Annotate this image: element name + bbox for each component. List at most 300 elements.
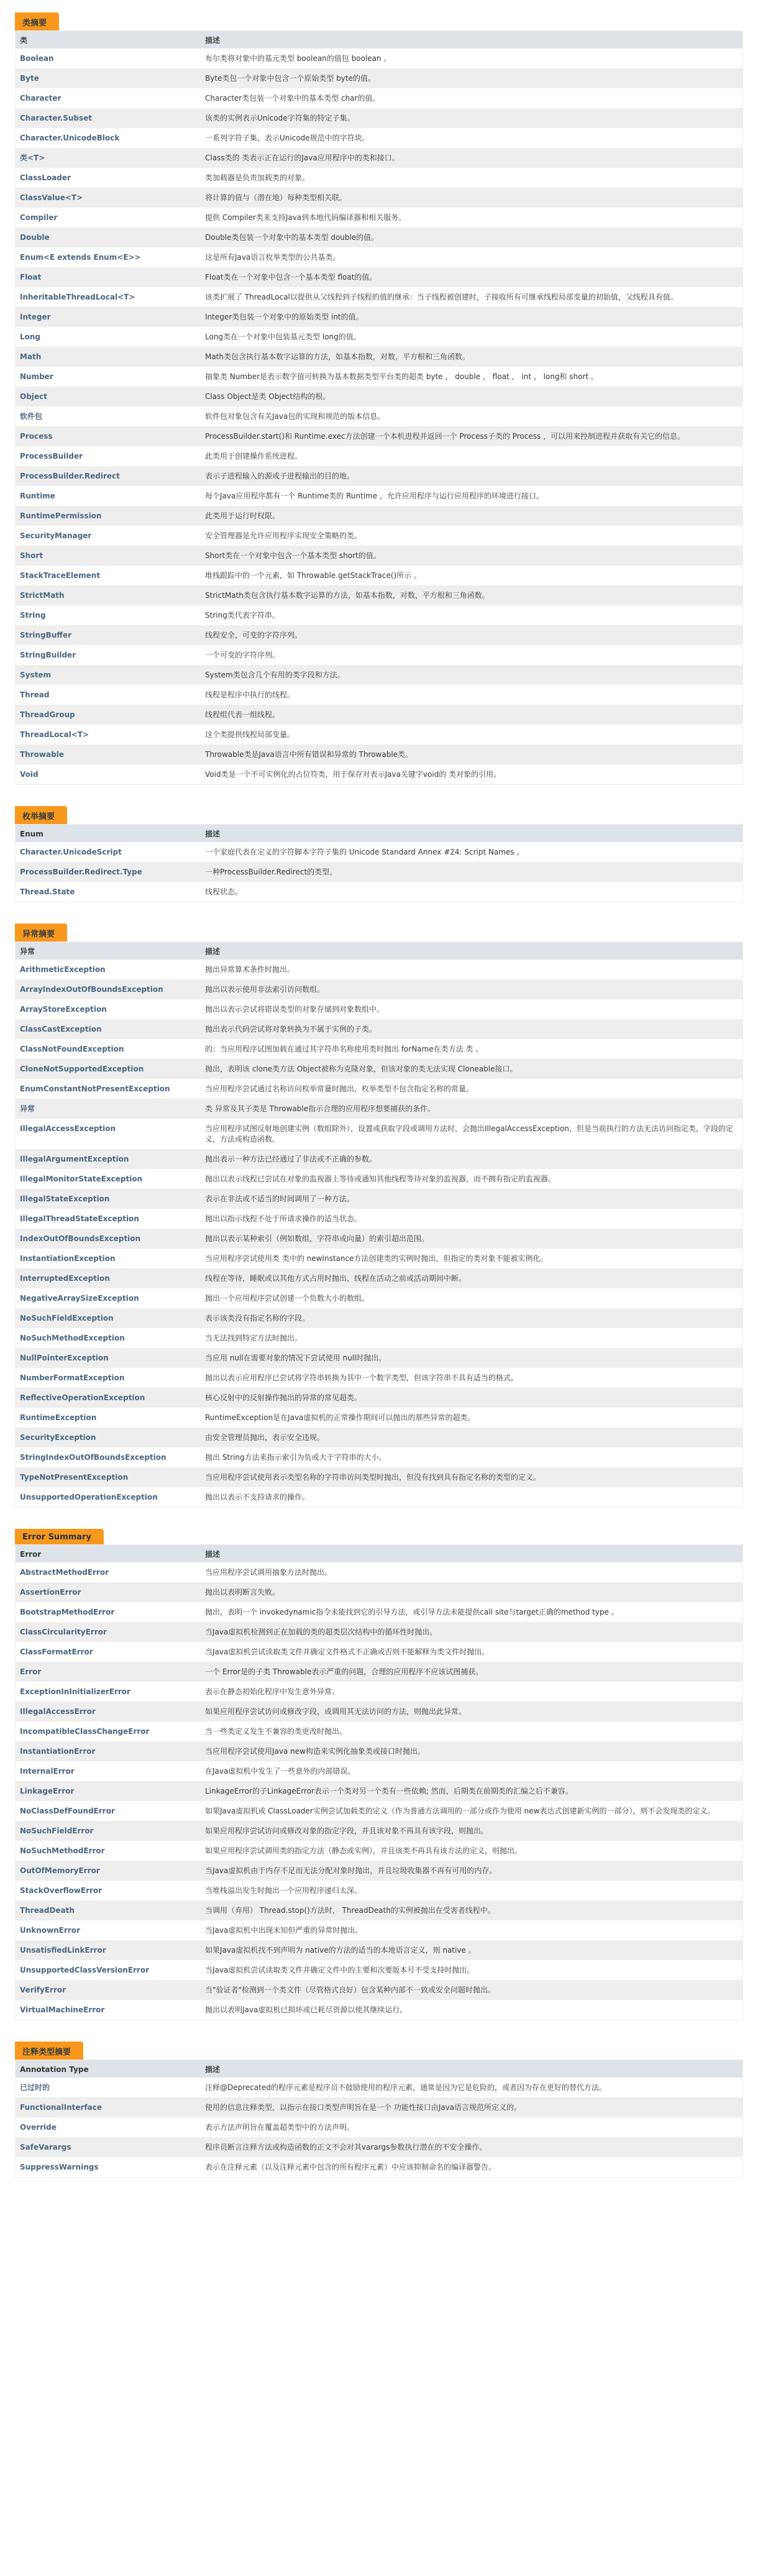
column-header: 描述 (201, 942, 743, 960)
type-description: 如果应用程序尝试访问或修改字段，或调用其无法访问的方法，则抛出此异常。 (201, 1702, 743, 1721)
type-name-link[interactable]: Thread.State (20, 887, 75, 896)
table-row (16, 979, 743, 999)
type-name-link[interactable]: ArithmeticException (20, 965, 106, 974)
table-row (16, 1920, 743, 1940)
type-description: RuntimeException是在Java虚拟机的正常操作期间可以抛出的那些异常的超类。 (205, 1413, 475, 1422)
type-name-link[interactable]: Error (16, 1662, 201, 1682)
table-row (16, 1562, 743, 1582)
type-name-link[interactable]: Enum<E extends Enum<E>> (20, 253, 141, 262)
table-row (16, 1019, 743, 1039)
table-row (16, 446, 743, 466)
table-row (16, 466, 743, 486)
annotation-summary-section (15, 2042, 743, 2178)
type-name-link[interactable]: SuppressWarnings (20, 2163, 99, 2171)
table-row (16, 68, 743, 88)
enum-summary-table (15, 824, 743, 902)
type-name-link[interactable]: ThreadGroup (16, 705, 201, 725)
type-name-link[interactable]: InstantiationException (20, 1254, 116, 1263)
table-row (16, 882, 743, 902)
class-summary-section (15, 12, 743, 785)
table-row (16, 1741, 743, 1761)
table-row (16, 48, 743, 68)
table-row (16, 1099, 743, 1119)
type-description: 在Java虚拟机中发生了一些意外的内部错误。 (205, 1767, 355, 1776)
type-description: 由安全管理员抛出，表示安全违规。 (201, 1428, 743, 1447)
type-name-link[interactable]: Runtime (20, 492, 55, 500)
type-description: 如果Java虚拟机找不到声明为 native的方法的适当的本地语言定义，则 native 。 (201, 1940, 743, 1960)
section-caption: 异常摘要 (15, 924, 63, 942)
type-description: 当应用程序尝试使用表示类型名称的字符串访问类型时抛出，但没有找到具有指定名称的类型的定义。 (201, 1467, 743, 1487)
table-row (16, 862, 743, 882)
type-name-link[interactable]: InterruptedException (16, 1268, 201, 1288)
type-name-link[interactable]: IllegalAccessError (16, 1702, 201, 1721)
type-name-link[interactable]: FunctionalInterface (16, 2097, 201, 2117)
table-row (16, 1841, 743, 1861)
type-description: 如果Java虚拟机或 ClassLoader实例尝试加载类的定义（作为普通方法调用的一部分或作为使用 new表达式创建新实例的一部分），则不会发现类的定义。 (205, 1807, 715, 1815)
type-name-link[interactable]: System (16, 665, 201, 685)
type-name-link[interactable]: ClassNotFoundException (20, 1045, 124, 1053)
type-name-link[interactable]: Number (20, 372, 53, 381)
type-name-link[interactable]: 已过时的 (20, 2083, 50, 2092)
type-description: 使用的信息注释类型，以指示在接口类型声明旨在是一个 功能性接口由Java语言规范所定义的。 (201, 2097, 743, 2117)
type-name-link[interactable]: Short (16, 546, 201, 566)
type-description: Class类的 类表示正在运行的Java应用程序中的类和接口。 (201, 148, 743, 168)
table-row (16, 645, 743, 665)
type-description: 程序员断言注释方法或构造函数的正文不会对其varargs参数执行潜在的不安全操作。 (201, 2137, 743, 2157)
table-row (16, 1602, 743, 1622)
section-caption: 枚举摘要 (15, 806, 63, 824)
type-name-link[interactable]: IllegalAccessException (20, 1124, 116, 1133)
type-name-link[interactable]: NegativeArraySizeException (20, 1294, 139, 1303)
table-row (16, 566, 743, 585)
table-row (16, 1861, 743, 1881)
type-name-link[interactable]: 异常 (16, 1099, 201, 1119)
type-description: 抛出以表示尝试将错误类型的对象存储到对象数组中。 (205, 1005, 385, 1014)
type-name-link[interactable]: BootstrapMethodError (20, 1608, 115, 1616)
table-row (16, 1368, 743, 1388)
type-description: 提供 Compiler类来支持Java到本地代码编译器和相关服务。 (205, 213, 406, 222)
type-description: 注释@Deprecated的程序元素是程序员不鼓励使用的程序元素，通常是因为它是危险的，或者因为存在更好的替代方法。 (205, 2083, 606, 2092)
type-description: Float类在一个对象中包含一个基本类型 float的值。 (201, 267, 743, 287)
table-row (16, 1761, 743, 1781)
type-name-link[interactable]: UnsupportedClassVersionError (20, 1966, 150, 1974)
type-name-link[interactable]: ThreadLocal<T> (20, 730, 89, 739)
type-description: Math类包含执行基本数字运算的方法，如基本指数，对数，平方根和三角函数。 (201, 347, 743, 367)
type-name-link[interactable]: ThreadDeath (16, 1900, 201, 1920)
error-summary-section (15, 1529, 743, 2020)
table-row (16, 347, 743, 367)
table-row (16, 2097, 743, 2117)
type-name-link[interactable]: RuntimeException (20, 1413, 97, 1422)
type-description: 抛出，表明该 clone类方法 Object被称为克隆对象，但该对象的类无法实现 Cloneable接口。 (201, 1059, 743, 1079)
type-name-link[interactable]: Double (16, 227, 201, 247)
column-header: Annotation Type (16, 2060, 201, 2078)
type-description: 抛出以表示应用程序已尝试将字符串转换为其中一个数字类型，但该字符串不具有适当的格式。 (205, 1373, 519, 1382)
table-row (16, 1149, 743, 1169)
type-name-link[interactable]: Character (20, 94, 62, 103)
table-row (16, 1328, 743, 1348)
type-name-link[interactable]: IllegalStateException (16, 1189, 201, 1209)
type-description: 当应用程序尝试使用类 类中的 newInstance方法创建类的实例时抛出，但指定的类对象不能被实例化。 (205, 1254, 548, 1263)
type-name-link[interactable]: ClassCastException (16, 1019, 201, 1039)
type-name-link[interactable]: Process (16, 426, 201, 446)
type-name-link[interactable]: Math (16, 347, 201, 367)
table-row (16, 960, 743, 979)
type-description: 抛出以指示线程不处于所请求操作的适当状态。 (205, 1214, 362, 1223)
type-description: 这是所有Java语言枚举类型的公共基类。 (205, 253, 340, 262)
type-description: 当应用程序试图反射地创建实例（数组除外），设置或获取字段或调用方法时，会抛出IllegalAccessException，但是当前执行的方法无法访问指定类，字段的定义，方法或构造函数。 (205, 1124, 734, 1144)
table-row (16, 625, 743, 645)
table-row (16, 1189, 743, 1209)
type-description: Double类包装一个对象中的基本类型 double的值。 (201, 227, 743, 247)
column-header: 描述 (201, 1545, 743, 1563)
type-description: 抛出异常算术条件时抛出。 (205, 965, 295, 974)
type-name-link[interactable]: IncompatibleClassChangeError (20, 1727, 150, 1736)
type-description: 当堆栈溢出发生时抛出一个应用程序递归太深。 (205, 1886, 362, 1895)
type-description: 如果应用程序尝试访问或修改对象的指定字段，并且该对象不再具有该字段，则抛出。 (201, 1821, 743, 1841)
type-name-link[interactable]: ClassLoader (20, 173, 71, 182)
type-description: 当"验证者"检测到一个类文件（尽管格式良好）包含某种内部不一致或安全问题时抛出。 (201, 1980, 743, 2000)
type-name-link[interactable]: ClassCircularityError (16, 1622, 201, 1642)
type-name-link[interactable]: Throwable (16, 745, 201, 764)
type-name-link[interactable]: 软件包 (20, 412, 43, 421)
type-name-link[interactable]: 类<T> (16, 148, 201, 168)
type-name-link[interactable]: UnsatisfiedLinkError (16, 1940, 201, 1960)
type-name-link[interactable]: AssertionError (16, 1582, 201, 1602)
type-name-link[interactable]: LinkageError (16, 1781, 201, 1801)
table-row (16, 1079, 743, 1099)
type-description: 核心反射中的反射操作抛出的异常的常见超类。 (201, 1388, 743, 1408)
table-row (16, 842, 743, 862)
type-name-link[interactable]: ProcessBuilder (20, 452, 83, 461)
type-description: 该类的实例表示Unicode字符集的特定子集。 (201, 108, 743, 128)
table-row (16, 1980, 743, 2000)
type-description: 一个可变的字符序列。 (205, 651, 280, 659)
type-name-link[interactable]: OutOfMemoryError (16, 1861, 201, 1881)
type-description: 抛出以表示线程已尝试在对象的监视器上等待或通知其他线程等待对象的监视器，而不拥有指定的监视器。 (205, 1175, 556, 1183)
type-description: 如果应用程序尝试调用类的指定方法（静态或实例），并且该类不再具有该方法的定义，则抛出。 (205, 1846, 523, 1855)
table-row (16, 1388, 743, 1408)
table-row (16, 2137, 743, 2157)
type-name-link[interactable]: NoClassDefFoundError (20, 1807, 115, 1815)
type-name-link[interactable]: Character.UnicodeScript (20, 848, 122, 856)
table-header-row (16, 1545, 743, 1563)
type-description: 一个 Error是的子类 Throwable表示严重的问题，合理的应用程序不应该试图捕获。 (201, 1662, 743, 1682)
table-row (16, 188, 743, 208)
table-row (16, 764, 743, 785)
table-row (16, 108, 743, 128)
table-row (16, 128, 743, 148)
table-row (16, 1940, 743, 1960)
type-description: Integer类包装一个对象中的原始类型 int的值。 (201, 307, 743, 327)
annotation-summary-table (15, 2060, 743, 2178)
type-description: 将计算的值与（潜在地）每种类型相关联。 (201, 188, 743, 208)
type-description: 的：当应用程序试图加载在通过其字符串名称使用类时抛出 forName在类方法 类 。 (205, 1045, 483, 1053)
type-name-link[interactable]: ProcessBuilder.Redirect (16, 466, 201, 486)
exception-summary-table (15, 942, 743, 1508)
type-description: 每个Java应用程序都有一个 Runtime类的 Runtime ，允许应用程序与运行应用程序的环境进行接口。 (205, 492, 544, 500)
type-description: 当无法找到特定方法时抛出。 (205, 1334, 303, 1342)
type-description: LinkageError的子LinkageError表示一个类对另一个类有一些依赖; 然而，后期类在前期类的汇编之后不兼容。 (201, 1781, 743, 1801)
type-description: 抛出以表示使用非法索引访问数组。 (201, 979, 743, 999)
type-name-link[interactable]: Long (20, 332, 41, 341)
type-name-link[interactable]: Override (20, 2123, 57, 2132)
type-name-link[interactable]: ClassFormatError (20, 1648, 93, 1656)
type-description: 安全管理器是允许应用程序实现安全策略的类。 (205, 531, 362, 540)
type-name-link[interactable]: String (20, 611, 46, 620)
type-name-link[interactable]: CloneNotSupportedException (16, 1059, 201, 1079)
type-description: StrictMath类包含执行基本数字运算的方法，如基本指数，对数，平方根和三角函数。 (201, 585, 743, 605)
type-description: 类加载器是负责加载类的对象。 (205, 173, 310, 182)
table-row (16, 208, 743, 227)
type-description: 软件包对象包含有关Java包的实现和规范的版本信息。 (205, 412, 385, 421)
type-name-link[interactable]: InternalError (20, 1767, 75, 1776)
type-name-link[interactable]: NoSuchFieldException (16, 1308, 201, 1328)
table-row (16, 1249, 743, 1268)
type-description: Character类包装一个对象中的基本类型 char的值。 (205, 94, 380, 103)
type-description: 抛出以表示某种索引（例如数组，字符串或向量）的索引超出范围。 (201, 1229, 743, 1249)
table-row (16, 406, 743, 426)
type-description: 当Java虚拟机尝试读取类文件并确定文件中的主要和次要版本号不受支持时抛出。 (205, 1966, 475, 1974)
section-caption: 注释类型摘要 (15, 2042, 80, 2060)
type-name-link[interactable]: StackOverflowError (20, 1886, 103, 1895)
exception-summary-section (15, 924, 743, 1508)
type-description: Class Object是类 Object结构的根。 (201, 387, 743, 406)
type-name-link[interactable]: ProcessBuilder.Redirect.Type (16, 862, 201, 882)
type-name-link[interactable]: ReflectiveOperationException (16, 1388, 201, 1408)
table-row (16, 1960, 743, 1980)
table-row (16, 1582, 743, 1602)
type-name-link[interactable]: Byte (16, 68, 201, 88)
type-name-link[interactable]: UnknownError (20, 1926, 80, 1935)
type-description: 这个类提供线程局部变量。 (205, 730, 295, 739)
table-row (16, 1169, 743, 1189)
type-description: 当应用程序尝试通过名称访问枚举常量时抛出，枚举类型不包含指定名称的常量。 (205, 1084, 474, 1093)
table-header-row (16, 942, 743, 960)
section-caption: Error Summary (15, 1529, 100, 1544)
type-name-link[interactable]: VerifyError (16, 1980, 201, 2000)
table-row (16, 665, 743, 685)
table-row (16, 267, 743, 287)
table-row (16, 367, 743, 387)
type-name-link[interactable]: Object (16, 387, 201, 406)
type-description: String类代表字符串。 (205, 611, 280, 620)
type-name-link[interactable]: Character.UnicodeBlock (20, 134, 120, 142)
type-description: 当应用程序尝试调用抽象方法时抛出。 (205, 1568, 332, 1577)
type-name-link[interactable]: StringBuffer (16, 625, 201, 645)
type-description: 当Java虚拟机中出现未知但严重的异常时抛出。 (205, 1926, 363, 1935)
table-row (16, 585, 743, 605)
type-description: 抽象类 Number是表示数字值可转换为基本数据类型平台类的超类 byte ， double ， float ， int ， long和 short 。 (205, 372, 599, 381)
column-header: Enum (16, 825, 201, 843)
table-row (16, 327, 743, 347)
table-row (16, 605, 743, 625)
type-description: 抛出表示一种方法已经通过了非法或不正确的参数。 (201, 1149, 743, 1169)
type-description: 表示子进程输入的源或子进程输出的目的地。 (201, 466, 743, 486)
table-row (16, 745, 743, 764)
table-row (16, 2078, 743, 2097)
type-description: 一个家庭代表在定义的字符脚本字符子集的 Unicode Standard Annex #24: Script Names 。 (205, 848, 524, 856)
column-header: 描述 (201, 31, 743, 49)
column-header: 描述 (201, 825, 743, 843)
table-row (16, 1881, 743, 1900)
type-name-link[interactable]: StringIndexOutOfBoundsException (20, 1453, 167, 1462)
type-description: 抛出以表明Java虚拟机已损坏或已耗尽资源以使其继续运行。 (205, 2005, 408, 2014)
type-name-link[interactable]: ClassValue<T> (16, 188, 201, 208)
type-name-link[interactable]: Thread (20, 690, 50, 699)
type-description: 该类扩展了 ThreadLocal以提供从父线程到子线程的值的继承：当子线程被创建时，子接收所有可继承线程局部变量的初始值，父线程具有值。 (205, 293, 678, 301)
type-description: 当应用程序尝试使用Java new构造来实例化抽象类或接口时抛出。 (201, 1741, 743, 1761)
error-summary-table (15, 1544, 743, 2020)
type-description: Void类是一个不可实例化的占位符类，用于保存对表示Java关键字void的 类对象的引用。 (205, 770, 501, 779)
table-row (16, 1821, 743, 1841)
type-description: 当一些类定义发生不兼容的类更改时抛出。 (205, 1727, 347, 1736)
table-row (16, 1209, 743, 1229)
type-description: 此类用于运行时权限。 (201, 506, 743, 526)
table-header-row (16, 825, 743, 843)
type-name-link[interactable]: RuntimePermission (16, 506, 201, 526)
type-name-link[interactable]: NumberFormatException (20, 1373, 125, 1382)
table-row (16, 1801, 743, 1821)
table-header-row (16, 31, 743, 49)
table-row (16, 148, 743, 168)
type-description: 抛出一个应用程序尝试创建一个负数大小的数组。 (205, 1294, 370, 1303)
type-name-link[interactable]: VirtualMachineError (20, 2005, 105, 2014)
type-description: 线程在等待，睡眠或以其他方式占用时抛出，线程在活动之前或活动期间中断。 (201, 1268, 743, 1288)
type-description: ProcessBuilder.start()和 Runtime.exec方法创建一个本机进程并返回一个 Process子类的 Process ，可以用来控制进程并获取有关它的信息。 (201, 426, 743, 446)
type-description: 一种ProcessBuilder.Redirect的类型。 (201, 862, 743, 882)
type-description: 当Java虚拟机由于内存不足而无法分配对象时抛出，并且垃圾收集器不再有可用的内存。 (201, 1861, 743, 1881)
column-header: 异常 (16, 942, 201, 960)
class-summary-table (15, 30, 743, 785)
type-name-link[interactable]: ArrayStoreException (20, 1005, 107, 1014)
column-header: 类 (16, 31, 201, 49)
type-description: 表示该类没有指定名称的字段。 (201, 1308, 743, 1328)
table-row (16, 1702, 743, 1721)
table-row (16, 168, 743, 188)
type-name-link[interactable]: ArrayIndexOutOfBoundsException (16, 979, 201, 999)
type-description: 当Java虚拟机尝试读取类文件并确定文件格式不正确或否则不能解释为类文件时抛出。 (205, 1648, 490, 1656)
type-name-link[interactable]: IndexOutOfBoundsException (16, 1229, 201, 1249)
type-description: Throwable类是Java语言中所有错误和异常的 Throwable类。 (201, 745, 743, 764)
type-description: 线程状态。 (205, 887, 243, 896)
type-description: 当应用 null在需要对象的情况下尝试使用 null时抛出。 (201, 1348, 743, 1368)
table-row (16, 546, 743, 566)
type-name-link[interactable]: Compiler (20, 213, 58, 222)
type-name-link[interactable]: StackTraceElement (20, 571, 101, 580)
type-name-link[interactable]: NoSuchFieldError (16, 1821, 201, 1841)
type-name-link[interactable]: EnumConstantNotPresentException (20, 1084, 170, 1093)
column-header: Error (16, 1545, 201, 1563)
type-name-link[interactable]: InstantiationError (16, 1741, 201, 1761)
type-description: 类 异常及其子类是 Throwable指示合理的应用程序想要捕获的条件。 (201, 1099, 743, 1119)
type-name-link[interactable]: Void (20, 770, 39, 779)
type-description: 线程安全，可变的字符序列。 (201, 625, 743, 645)
type-name-link[interactable]: Character.Subset (16, 108, 201, 128)
type-name-link[interactable]: NullPointerException (16, 1348, 201, 1368)
enum-summary-section (15, 806, 743, 902)
type-description: 线程组代表一组线程。 (201, 705, 743, 725)
table-row (16, 1900, 743, 1920)
type-name-link[interactable]: ExceptionInInitializerError (20, 1687, 130, 1696)
table-row (16, 1467, 743, 1487)
table-row (16, 1308, 743, 1328)
table-header-row (16, 2060, 743, 2078)
table-row (16, 1781, 743, 1801)
table-row (16, 1447, 743, 1467)
type-description: 抛出表示代码尝试将对象转换为不属于实例的子类。 (201, 1019, 743, 1039)
type-name-link[interactable]: SecurityException (16, 1428, 201, 1447)
table-row (16, 227, 743, 247)
type-name-link[interactable]: NoSuchMethodException (20, 1334, 125, 1342)
table-row (16, 1059, 743, 1079)
type-description: 当调用（弃用） Thread.stop()方法时， ThreadDeath的实例被抛出在受害者线程中。 (201, 1900, 743, 1920)
type-description: 一系列字符子集，表示Unicode规范中的字符块。 (205, 134, 370, 142)
table-row (16, 247, 743, 267)
table-row (16, 1682, 743, 1702)
type-description: 表示方法声明旨在覆盖超类型中的方法声明。 (205, 2123, 355, 2132)
type-name-link[interactable]: Boolean (20, 54, 54, 63)
type-description: 堆栈跟踪中的一个元素，如 Throwable.getStackTrace()所示 。 (205, 571, 422, 580)
type-description: 表示在非法或不适当的时间调用了一种方法。 (201, 1189, 743, 1209)
type-name-link[interactable]: NoSuchMethodError (20, 1846, 105, 1855)
type-description: 表示在注释元素（以及注释元素中包含的所有程序元素）中应该抑制命名的编译器警告。 (205, 2163, 496, 2171)
table-row (16, 1288, 743, 1308)
type-description: 抛出，表明一个 invokedynamic指令未能找到它的引导方法，或引导方法未能提供call site与target正确的method type 。 (205, 1608, 619, 1616)
type-name-link[interactable]: StrictMath (16, 585, 201, 605)
table-row (16, 1268, 743, 1288)
table-row (16, 1487, 743, 1508)
table-row (16, 2117, 743, 2137)
table-row (16, 426, 743, 446)
type-name-link[interactable]: TypeNotPresentException (16, 1467, 201, 1487)
table-row (16, 1119, 743, 1149)
section-caption: 类摘要 (15, 12, 55, 30)
type-description: 表示在静态初始化程序中发生意外异常。 (205, 1687, 340, 1696)
table-row (16, 705, 743, 725)
table-row (16, 2157, 743, 2178)
table-row (16, 1428, 743, 1447)
type-description: System类包含几个有用的类字段和方法。 (201, 665, 743, 685)
type-description: 抛出 String方法来指示索引为负或大于字符串的大小。 (205, 1453, 386, 1462)
type-name-link[interactable]: Integer (16, 307, 201, 327)
type-description: Short类在一个对象中包含一个基本类型 short的值。 (201, 546, 743, 566)
type-name-link[interactable]: SecurityManager (20, 531, 92, 540)
table-row (16, 685, 743, 705)
type-name-link[interactable]: InheritableThreadLocal<T> (20, 293, 135, 301)
type-description: 布尔类将对象中的基元类型 boolean的值包 boolean 。 (205, 54, 391, 63)
type-description: 此类用于创建操作系统进程。 (205, 452, 303, 461)
table-row (16, 1229, 743, 1249)
type-name-link[interactable]: IllegalMonitorStateException (20, 1175, 143, 1183)
type-name-link[interactable]: SafeVarargs (16, 2137, 201, 2157)
type-name-link[interactable]: Float (16, 267, 201, 287)
table-row (16, 506, 743, 526)
type-name-link[interactable]: IllegalThreadStateException (20, 1214, 139, 1223)
type-description: 线程是程序中执行的线程。 (205, 690, 295, 699)
table-row (16, 88, 743, 108)
type-name-link[interactable]: UnsupportedOperationException (20, 1493, 158, 1501)
table-row (16, 387, 743, 406)
table-row (16, 1408, 743, 1428)
table-row (16, 1721, 743, 1741)
type-name-link[interactable]: StringBuilder (20, 651, 76, 659)
type-name-link[interactable]: AbstractMethodError (20, 1568, 109, 1577)
table-row (16, 307, 743, 327)
type-name-link[interactable]: IllegalArgumentException (16, 1149, 201, 1169)
table-row (16, 486, 743, 506)
table-row (16, 1662, 743, 1682)
